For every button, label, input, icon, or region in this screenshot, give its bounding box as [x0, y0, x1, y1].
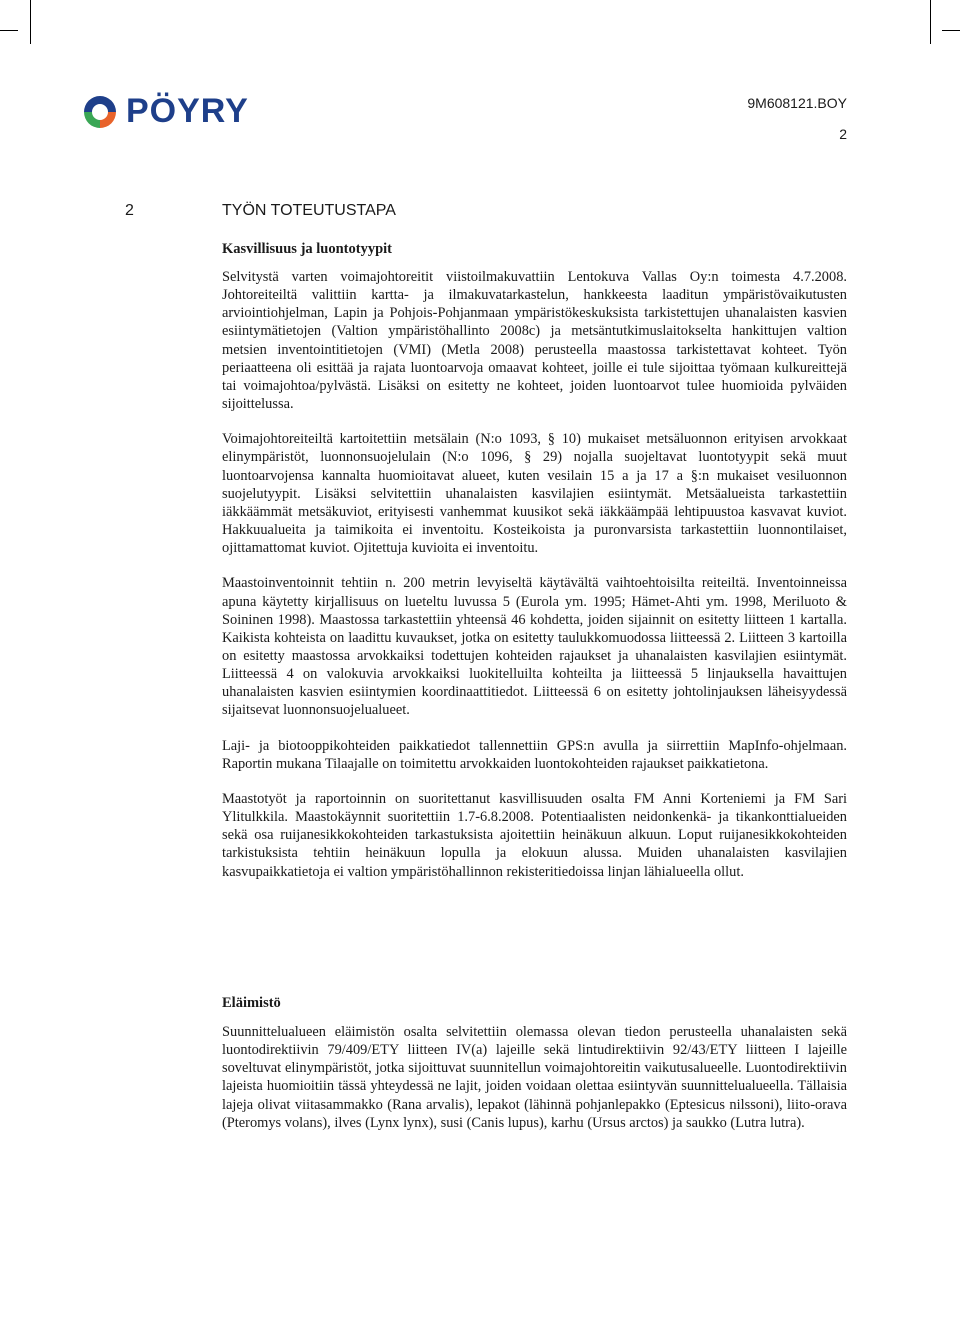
- chapter-number: 2: [125, 202, 134, 219]
- section-title-kasvillisuus: Kasvillisuus ja luontotyypit: [222, 241, 393, 257]
- crop-mark-top-right: [930, 0, 931, 44]
- chapter-heading: [125, 202, 396, 220]
- document-id: 9M608121.BOY: [747, 95, 847, 111]
- crop-mark-top-right-h: [942, 30, 960, 31]
- section-title-elaimisto: Eläimistö: [222, 995, 281, 1011]
- paragraph: Selvitystä varten voimajohtoreitit viistoilmakuvattiin Lentokuva Vallas Oy:n toimesta 4.7.2008. Johtoreiteiltä valittiin kartta- ja ilmakuvatarkastelun, hankkeesta laaditun ympäristövaikutusten arviointiohjelman, Lapin ja Pohjois-Pohjanmaan ympäristökeskuksista tarkistettujen uhanalaisten kasvien esiintymätietojen (Valtion ympäristöhallinto 2008c) ja metsäntutkimuslaitokselta hankittujen valtion metsien inventointitietojen (VMI) (Metla 2008) perusteella maastossa tarkistettavat kohteet. Työn periaatteena oli esittää ja rajata luontoarvoja omaavat kohteet, joille ei tule sijoittaa työmaan kulkureittejä tai voimajohtoa/pylvästä. Lisäksi on esitetty ne kohteet, joiden luontoarvot tulee huomioida pylväiden sijoittelussa.: [222, 269, 847, 413]
- chapter-title: TYÖN TOTEUTUSTAPA: [222, 202, 396, 219]
- crop-mark-top-left-h: [0, 30, 18, 31]
- poyry-logo-icon: [80, 94, 120, 130]
- paragraph: Maastotyöt ja raportoinnin on suoritettanut kasvillisuuden osalta FM Anni Korteniemi ja FM Sari Ylitulkkila. Maastokäynnit suoritettiin 1.7-6.8.2008. Potentiaalisten neidonkenkä- ja tikankonttialueiden sekä osa ruijanesikkokohteiden tarkastuksista ajoitettiin heinäkuun alkuun. Loput ruijanesikkokohteiden tarkistuksista tehtiin heinäkuun lopulla ja elokuun alussa. Muiden uhanalaisten kasvilajien kasvupaikkatietoja ei valtion ympäristöhallinnon rekisteritiedoissa linjan lähialueella ollut.: [222, 790, 847, 880]
- paragraph: Voimajohtoreiteiltä kartoitettiin metsälain (N:o 1093, § 10) mukaiset metsäluonnon erityisen arvokkaat elinympäristöt, luonnonsuojelulain (N:o 1096, § 29) nojalla suojeltavat luontotyypit sekä muut luontoarvojensa kannalta huomioitavat alueet, kuten vesilain 15 a ja 17 a §:n mukaiset vesiluonnon suojelutyypit. Lisäksi selvitettiin uhanalaisten kasvilajien esiintymät. Metsäalueista tarkastettiin iäkkäämmät metsäkuviot, erityisesti vanhemmat kuusikot sekä iäkkäämpää lehtipuustoa kasvavat kuviot. Hakkuualueita ja taimikoita ei inventoitu. Kosteikoista ja puronvarsista tarkastettiin luonnontilaiset, ojittamattomat kuviot. Ojitettuja kuvioita ei inventoitu.: [222, 431, 847, 557]
- poyry-logo-text: PÖYRY: [126, 92, 249, 130]
- poyry-logo: [80, 92, 249, 131]
- section-body-elaimisto: [222, 1023, 847, 1132]
- paragraph: Laji- ja biotooppikohteiden paikkatiedot tallennettiin GPS:n avulla ja siirrettiin MapInfo-ohjelmaan. Raportin mukana Tilaajalle on toimitettu arvokkaiden luontokohteiden rajaukset paikkatietona.: [222, 737, 847, 772]
- page-number: 2: [839, 126, 847, 142]
- crop-mark-top-left: [30, 0, 31, 44]
- paragraph: Maastoinventoinnit tehtiin n. 200 metrin levyiseltä käytävältä vaihtoehtoisilta reiteiltä. Inventoinneissa apuna käytetty kirjallisuus on lueteltu luvussa 5 (Eurola ym. 1995; Hämet-Ahti ym. 1998, Meriluoto & Soininen 1998). Maastossa tarkastettiin yhteensä 46 kohdetta, joiden sijainnit on esitetty liitteen 1 kartalla. Kaikista kohteista on laadittu kuvaukset, jotka on esitetty taulukkomuodossa liitteessä 2. Liitteen 3 kartoilla on esitetty maastossa arvokkaiksi todettujen kohteiden rajaukset ja uhanalaisten kasvilajien esiintymät. Liitteessä 4 on valokuvia arvokkaiksi luokitelluilta kohteilta ja liitteessä 5 linjauksella havaittujen uhanalaisten kasvien esiintymien koordinaattitiedot. Liitteessä 6 on esitetty johtolinjauksen läheisyydessä sijaitsevat luonnonsuojelualueet.: [222, 575, 847, 719]
- paragraph: Suunnittelualueen eläimistön osalta selvitettiin olemassa olevan tiedon perusteella uhanalaisten sekä luontodirektiivin 79/409/ETY liitteen IV(a) lajeille sekä lintudirektiivin 92/43/ETY liitteen I lajeille soveltuvat elinympäristöt, jotka sijoittuvat suunnitellun voimajohtoreitin vaikutusalueelle. Luontodirektiivin lajeista huomioitiin tässä yhteydessä ne lajit, joiden voidaan olettaa esiintyvän suunnittelualueella. Tällaisia lajeja olivat viitasammakko (Rana arvalis), lepakot (lähinnä pohjanlepakko (Eptesicus nilssoni), liito-orava (Pteromys volans), ilves (Lynx lynx), susi (Canis lupus), karhu (Ursus arctos) ja saukko (Lutra lutra).: [222, 1024, 847, 1131]
- section-body-kasvillisuus: [222, 268, 847, 881]
